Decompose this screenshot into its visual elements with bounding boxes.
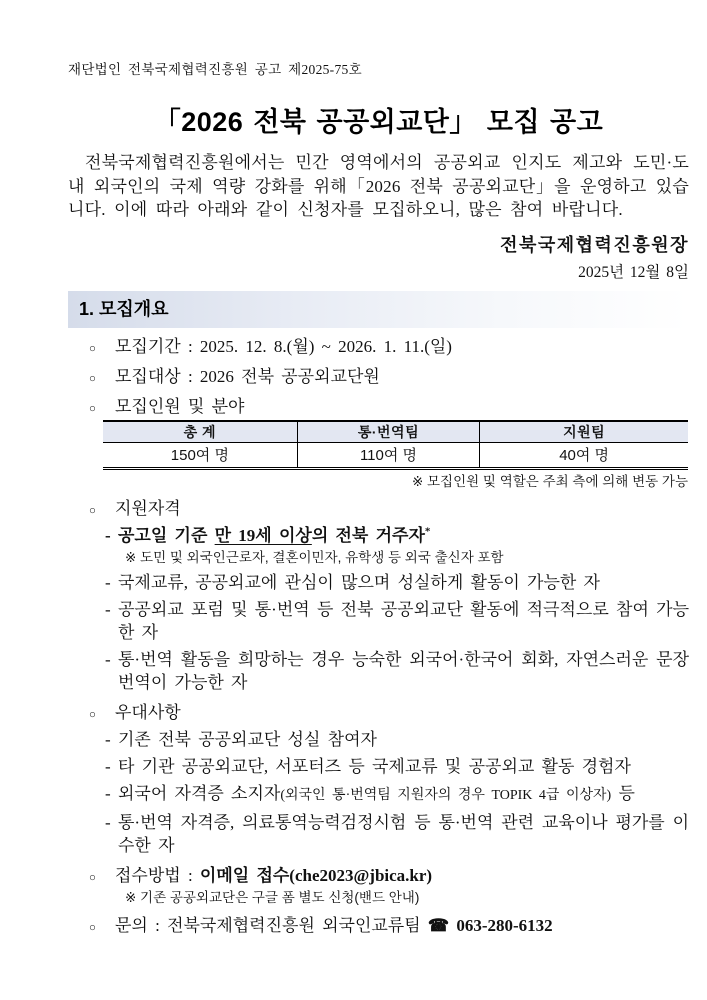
list-item-target [68,365,689,388]
dash-bullet: - [105,599,111,619]
dash-bullet: - [105,525,111,545]
contact-label-text: 문의 : 전북국제협력진흥원 외국인교류팀 [115,915,428,935]
circle-bullet: ○ [89,921,96,934]
section-heading-banner [68,291,689,328]
page-title: 「2026 전북 공공외교단」 모집 공고 [153,107,604,137]
capacity-header-total: 총 계 [103,421,297,443]
eligibility-label-text: 지원자격 [115,498,181,518]
eligibility-item-residency [68,524,689,547]
preference-item-training [68,811,689,857]
list-item-preference [68,701,689,724]
preference-certificate-prefix: 외국어 자격증 소지자 [118,783,281,803]
asterisk-mark: * [424,524,431,537]
eligibility-residency-note: ※ 도민 및 외국인근로자, 결혼이민자, 유학생 등 외국 출신자 포함 [125,549,504,565]
circle-bullet: ○ [89,402,96,415]
eligibility-item-language [68,648,689,694]
capacity-header-support: 지원팀 [480,421,688,443]
capacity-value-total: 150여 명 [170,447,229,464]
eligibility-item-participation [68,598,689,644]
eligibility-residency-prefix: 공고일 기준 [118,525,215,545]
circle-bullet: ○ [89,708,96,721]
dash-bullet: - [105,572,111,592]
intro-paragraph: 전북국제협력진흥원에서는 민간 영역에서의 공공외교 인지도 제고와 도민·도내 외국인의 국제 역량 강화를 위해「2026 전북 공공외교단」을 운영하고 있습니다. 이에 따라 아래와 같이 신청자를 모집하오니, 많은 참여 바랍니다. [68,153,689,219]
list-item-contact [68,914,689,937]
preference-item-previous [68,728,689,751]
eligibility-participation-text: 공공외교 포럼 및 통·번역 등 전북 공공외교단 활동에 적극적으로 참여 가능한 자 [118,599,689,642]
issue-date: 2025년 12월 8일 [578,263,689,281]
circle-bullet: ○ [89,871,96,884]
preference-item-experience [68,755,689,778]
capacity-header-interpretation: 통·번역팀 [297,421,480,443]
eligibility-language-text: 통·번역 활동을 희망하는 경우 능숙한 외국어·한국어 회화, 자연스러운 문장 번역이 가능한 자 [118,649,689,692]
dash-bullet: - [105,812,111,832]
capacity-value-support: 40여 명 [480,442,688,468]
preference-training-text: 통·번역 자격증, 의료통역능력검정시험 등 통·번역 관련 교육이나 평가를 이수한 자 [118,812,689,855]
circle-bullet: ○ [89,342,96,355]
capacity-value-interpretation: 110여 명 [297,442,480,468]
eligibility-interest-text: 국제교류, 공공외교에 관심이 많으며 성실하게 활동이 가능한 자 [118,572,600,592]
preference-previous-text: 기존 전북 공공외교단 성실 참여자 [118,729,377,749]
circle-bullet: ○ [89,504,96,517]
dash-bullet: - [105,649,111,669]
capacity-table [103,420,688,470]
list-item-period [68,335,689,358]
apply-note: ※ 기존 공공외교단은 구글 폼 별도 신청(밴드 안내) [125,889,420,905]
capacity-table-header-row [103,421,688,443]
eligibility-item-interest [68,571,689,594]
apply-label-text: 접수방법 : [115,865,200,885]
target-text: 모집대상 : 2026 전북 공공외교단원 [115,366,380,386]
dash-bullet: - [105,756,111,776]
list-item-eligibility [68,497,689,520]
preference-label-text: 우대사항 [115,702,181,722]
preference-certificate-paren: (외국인 통·번역팀 지원자의 경우 TOPIK 4급 이상자) [280,787,612,803]
doc-number: 재단법인 전북국제협력진흥원 공고 제2025-75호 [68,62,362,77]
overview-list [68,335,689,937]
capacity-table-value-row [103,442,688,468]
preference-item-certificate [68,782,689,807]
dash-bullet: - [105,729,111,749]
apply-method-text: 이메일 접수(che2023@jbica.kr) [199,865,433,885]
list-item-capacity [68,395,689,418]
preference-experience-text: 타 기관 공공외교단, 서포터즈 등 국제교류 및 공공외교 활동 경험자 [118,756,631,776]
contact-phone: ☎ 063-280-6132 [427,915,553,935]
dash-bullet: - [105,783,111,803]
period-text: 모집기간 : 2025. 12. 8.(월) ~ 2026. 1. 11.(일) [115,336,452,356]
eligibility-residency-suffix: 의 전북 거주자 [311,525,425,545]
capacity-table-note: ※ 모집인원 및 역할은 주최 측에 의해 변동 가능 [411,473,688,489]
capacity-label-text: 모집인원 및 분야 [115,396,245,416]
list-item-apply [68,864,689,887]
preference-certificate-suffix: 등 [611,783,635,803]
section-heading-text: 1. 모집개요 [79,298,169,319]
issuer-name: 전북국제협력진흥원장 [500,234,689,255]
circle-bullet: ○ [89,372,96,385]
eligibility-residency-underlined: 만 19세 이상 [214,525,312,545]
